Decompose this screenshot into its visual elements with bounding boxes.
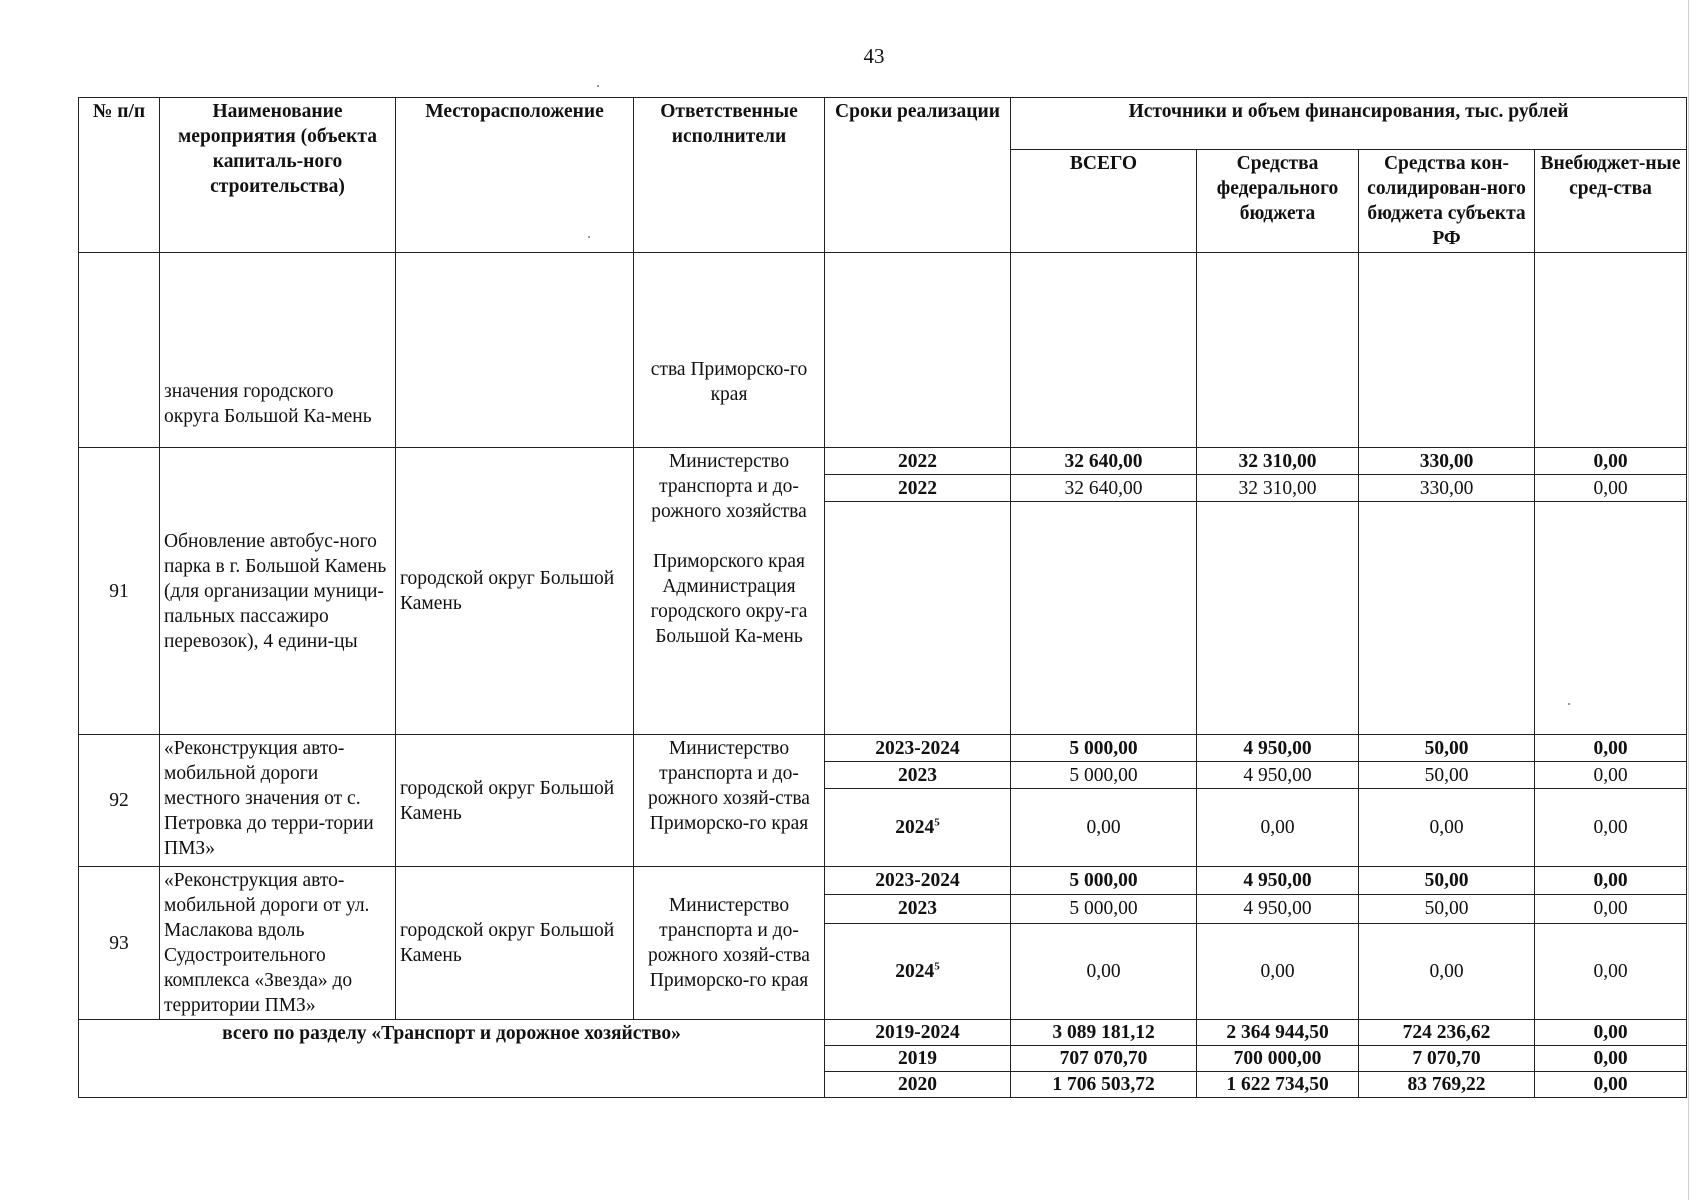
row93-total: 5 000,00 (1011, 867, 1197, 895)
cont-total (1011, 253, 1197, 448)
section-total-label: всего по разделу «Транспорт и дорожное хозяйство» (79, 1020, 825, 1098)
row93-federal: 4 950,00 (1197, 895, 1359, 923)
row91-regional: 330,00 (1359, 448, 1535, 475)
total-total: 3 089 181,12 (1011, 1020, 1197, 1046)
header-location: Месторасположение (396, 98, 634, 253)
row91-empty (1011, 502, 1197, 735)
row93-total: 5 000,00 (1011, 895, 1197, 923)
row91-num: 91 (79, 448, 160, 735)
row91-location: городской округ Большой Камень (396, 448, 634, 735)
cont-terms (825, 253, 1011, 448)
total-extra: 0,00 (1535, 1046, 1687, 1072)
total-year: 2019 (825, 1046, 1011, 1072)
cont-regional (1359, 253, 1535, 448)
row91-regional: 330,00 (1359, 475, 1535, 502)
row93-federal: 0,00 (1197, 923, 1359, 1019)
total-year: 2019-2024 (825, 1020, 1011, 1046)
row93-location: городской округ Большой Камень (396, 867, 634, 1020)
row92-federal: 4 950,00 (1197, 735, 1359, 762)
row93-num: 93 (79, 867, 160, 1020)
row92-regional: 50,00 (1359, 735, 1535, 762)
row91-empty (1359, 502, 1535, 735)
row92-extra: 0,00 (1535, 735, 1687, 762)
cont-federal (1197, 253, 1359, 448)
row92-federal: 0,00 (1197, 789, 1359, 867)
total-federal: 1 622 734,50 (1197, 1072, 1359, 1098)
header-name: Наименование мероприятия (объекта капиталь-ного строительства) (160, 98, 396, 253)
row93-regional: 50,00 (1359, 895, 1535, 923)
financing-table (78, 97, 1687, 1098)
scan-edge-line (1688, 0, 1689, 1200)
scan-speck (1568, 703, 1570, 705)
row91-federal: 32 310,00 (1197, 448, 1359, 475)
row91-year: 2022 (825, 475, 1011, 502)
total-regional: 7 070,70 (1359, 1046, 1535, 1072)
row93-year: 2024$^5$ (825, 923, 1011, 1019)
row91-extra: 0,00 (1535, 448, 1687, 475)
total-regional: 724 236,62 (1359, 1020, 1535, 1046)
header-extra: Внебюджет-ные сред-ства (1535, 150, 1687, 253)
row92-num: 92 (79, 735, 160, 867)
total-year: 2020 (825, 1072, 1011, 1098)
row91-total: 32 640,00 (1011, 448, 1197, 475)
row93-regional: 0,00 (1359, 923, 1535, 1019)
header-executors: Ответственные исполнители (634, 98, 825, 253)
row92-regional: 0,00 (1359, 789, 1535, 867)
row93-extra: 0,00 (1535, 867, 1687, 895)
page-number: 43 (863, 44, 885, 68)
row93-total: 0,00 (1011, 923, 1197, 1019)
cont-location (396, 253, 634, 448)
scan-speck (597, 85, 599, 87)
row91-total: 32 640,00 (1011, 475, 1197, 502)
cont-extra (1535, 253, 1687, 448)
header-regional: Средства кон-солидирован-ного бюджета субъекта РФ (1359, 150, 1535, 253)
row92-federal: 4 950,00 (1197, 762, 1359, 789)
row92-extra: 0,00 (1535, 762, 1687, 789)
row91-empty (825, 502, 1011, 735)
row93-year: 2023 (825, 895, 1011, 923)
row93-federal: 4 950,00 (1197, 867, 1359, 895)
row91-empty (1197, 502, 1359, 735)
header-terms: Сроки реализации (825, 98, 1011, 253)
total-regional: 83 769,22 (1359, 1072, 1535, 1098)
row91-empty (1535, 502, 1687, 735)
row92-location: городской округ Большой Камень (396, 735, 634, 867)
total-total: 1 706 503,72 (1011, 1072, 1197, 1098)
cont-executors: ства Приморско-го края (634, 253, 825, 448)
row91-executors: Министерство транспорта и до-рожного хозяйства Приморского края Администрация городского окру-га Большой Ка-мень (634, 448, 825, 735)
row93-year: 2023-2024 (825, 867, 1011, 895)
header-num: № п/п (79, 98, 160, 253)
row91-federal: 32 310,00 (1197, 475, 1359, 502)
header-total: ВСЕГО (1011, 150, 1197, 253)
total-total: 707 070,70 (1011, 1046, 1197, 1072)
row93-name: «Реконструкция авто-мобильной дороги от ул. Маслакова вдоль Судостроительного комплекса «Звезда» до территории ПМЗ» (160, 867, 396, 1020)
row92-extra: 0,00 (1535, 789, 1687, 867)
row92-year: 2023 (825, 762, 1011, 789)
total-extra: 0,00 (1535, 1020, 1687, 1046)
row92-total: 0,00 (1011, 789, 1197, 867)
total-federal: 700 000,00 (1197, 1046, 1359, 1072)
row93-extra: 0,00 (1535, 895, 1687, 923)
row92-regional: 50,00 (1359, 762, 1535, 789)
row92-total: 5 000,00 (1011, 735, 1197, 762)
cont-num (79, 253, 160, 448)
row91-extra: 0,00 (1535, 475, 1687, 502)
row93-extra: 0,00 (1535, 923, 1687, 1019)
header-federal: Средства федерального бюджета (1197, 150, 1359, 253)
row91-year: 2022 (825, 448, 1011, 475)
row92-name: «Реконструкция авто-мобильной дороги местного значения от с. Петровка до терри-тории ПМЗ» (160, 735, 396, 867)
total-federal: 2 364 944,50 (1197, 1020, 1359, 1046)
scan-speck (588, 236, 590, 238)
row93-regional: 50,00 (1359, 867, 1535, 895)
cont-name: значения городского округа Большой Ка-мень (160, 253, 396, 448)
row92-executors: Министерство транспорта и до-рожного хозяй-ства Приморско-го края (634, 735, 825, 867)
row93-executors: Министерство транспорта и до-рожного хозяй-ства Приморско-го края (634, 867, 825, 1020)
row92-total: 5 000,00 (1011, 762, 1197, 789)
total-extra: 0,00 (1535, 1072, 1687, 1098)
row92-year: 2023-2024 (825, 735, 1011, 762)
row91-name: Обновление автобус-ного парка в г. Большой Камень (для организации муници-пальных пассажиро перевозок), 4 едини-цы (160, 448, 396, 735)
header-sources: Источники и объем финансирования, тыс. рублей (1011, 98, 1687, 150)
row92-year: 2024$^5$ (825, 789, 1011, 867)
